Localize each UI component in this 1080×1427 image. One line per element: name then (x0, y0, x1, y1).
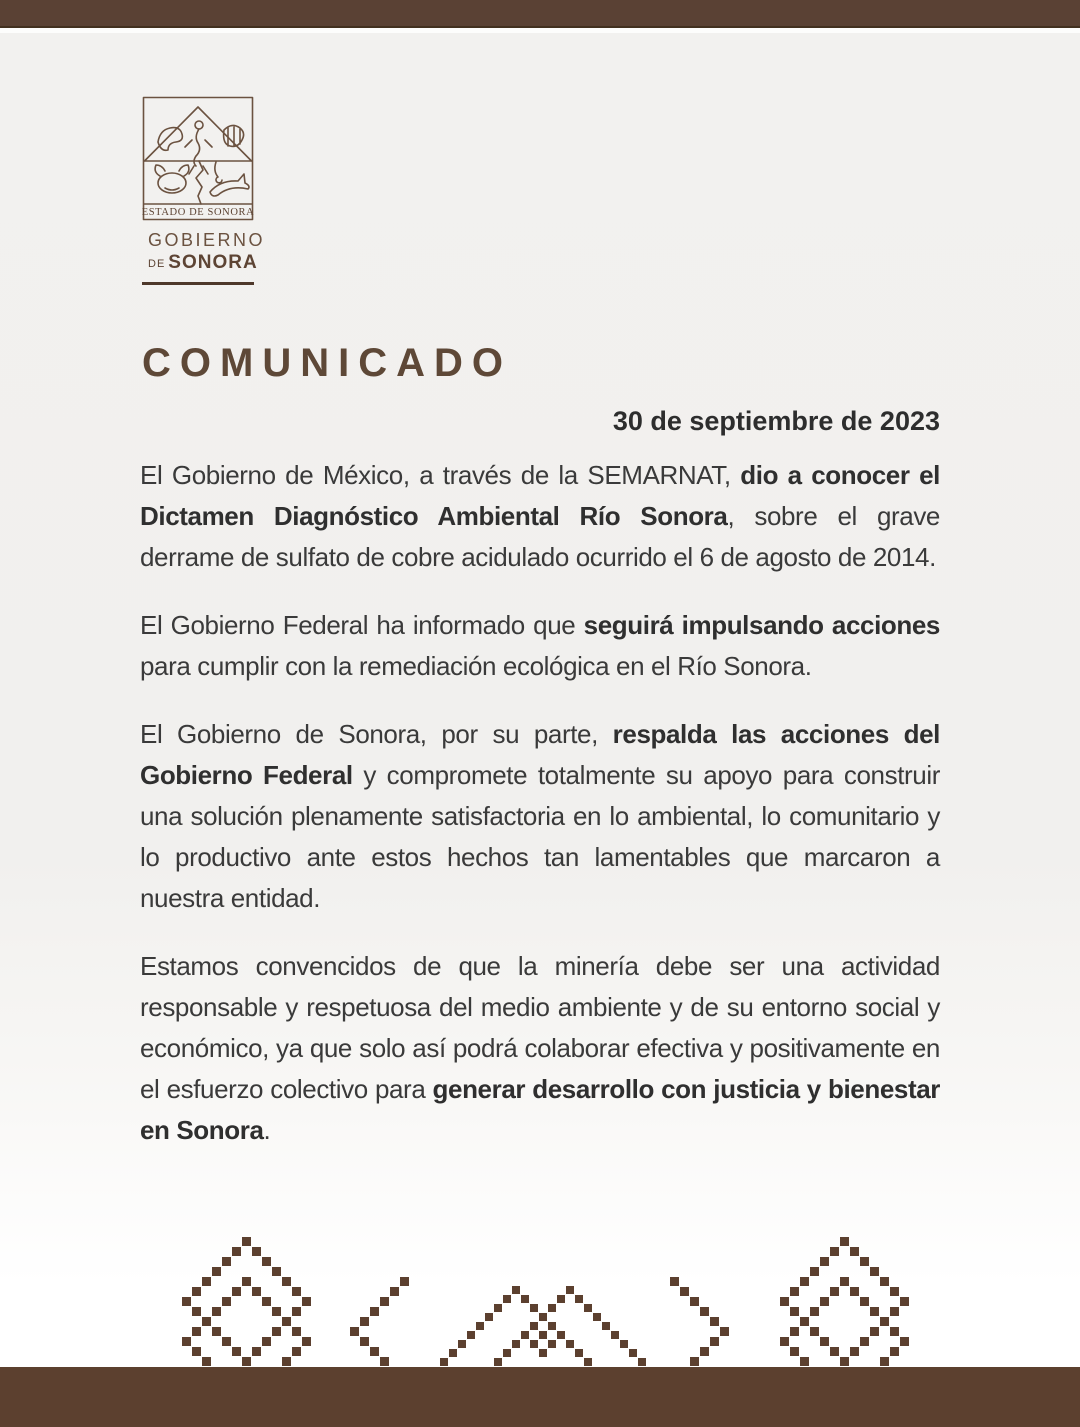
right-chevron-motif (670, 1277, 730, 1367)
twin-peaks-diamond-motif (440, 1286, 647, 1367)
bottom-border-bar (0, 1367, 1080, 1427)
date-line: 30 de septiembre de 2023 (612, 406, 940, 436)
brand-de-sonora-text (138, 252, 258, 274)
brand-de-text: DE (148, 258, 166, 270)
communique-body (140, 406, 940, 1178)
crest-river-line (196, 161, 203, 204)
brand-gobierno-text: GOBIERNO (148, 230, 266, 250)
top-border-bar (0, 0, 1080, 28)
crest-caption: ESTADO DE SONORA (142, 207, 254, 218)
communique-title: COMUNICADO (142, 341, 512, 385)
brand-sonora-text: SONORA (168, 252, 258, 273)
crest-shield-border (144, 98, 253, 220)
bighorn-sheep-figure (158, 128, 182, 151)
left-chevron-motif (350, 1277, 410, 1367)
paragraph: Estamos convencidos de que la minería debe ser una actividad responsable y respetuosa del medio ambiente y de su entorno social y económico, ya que solo así podrá colaborar efectiva y positivamente en el esfuerzo colectivo para generar desarrollo con justicia y bienestar en Sonora. (140, 951, 941, 1145)
paragraphs-container (140, 455, 940, 1151)
top-border-accent (0, 28, 1080, 33)
gobierno-de-sonora-logo (138, 96, 266, 285)
estado-de-sonora-crest-icon (142, 96, 254, 221)
paragraph: El Gobierno Federal ha informado que seguirá impulsando acciones para cumplir con la remediación ecológica en el Río Sonora. (140, 610, 940, 681)
brand-wordmark (138, 230, 266, 285)
paragraph: El Gobierno de Sonora, por su parte, respalda las acciones del Gobierno Federal y compromete totalmente su apoyo para construir una solución plenamente satisfactoria en lo ambiental, lo comunitario y lo productivo ante estos hechos tan lamentables que marcaron a nuestra entidad. (140, 719, 940, 913)
shark-figure (210, 162, 249, 196)
deer-dancer-head (195, 121, 203, 129)
brand-underline (142, 282, 254, 285)
diamond-star-motif-left (182, 1237, 312, 1367)
diamond-star-motif-right (780, 1237, 910, 1367)
paragraph: El Gobierno de México, a través de la SEMARNAT, dio a conocer el Dictamen Diagnóstico Ambiental Río Sonora, sobre el grave derrame de sulfato de cobre acidulado ocurrido el 6 de agosto de 2014. (140, 460, 941, 572)
